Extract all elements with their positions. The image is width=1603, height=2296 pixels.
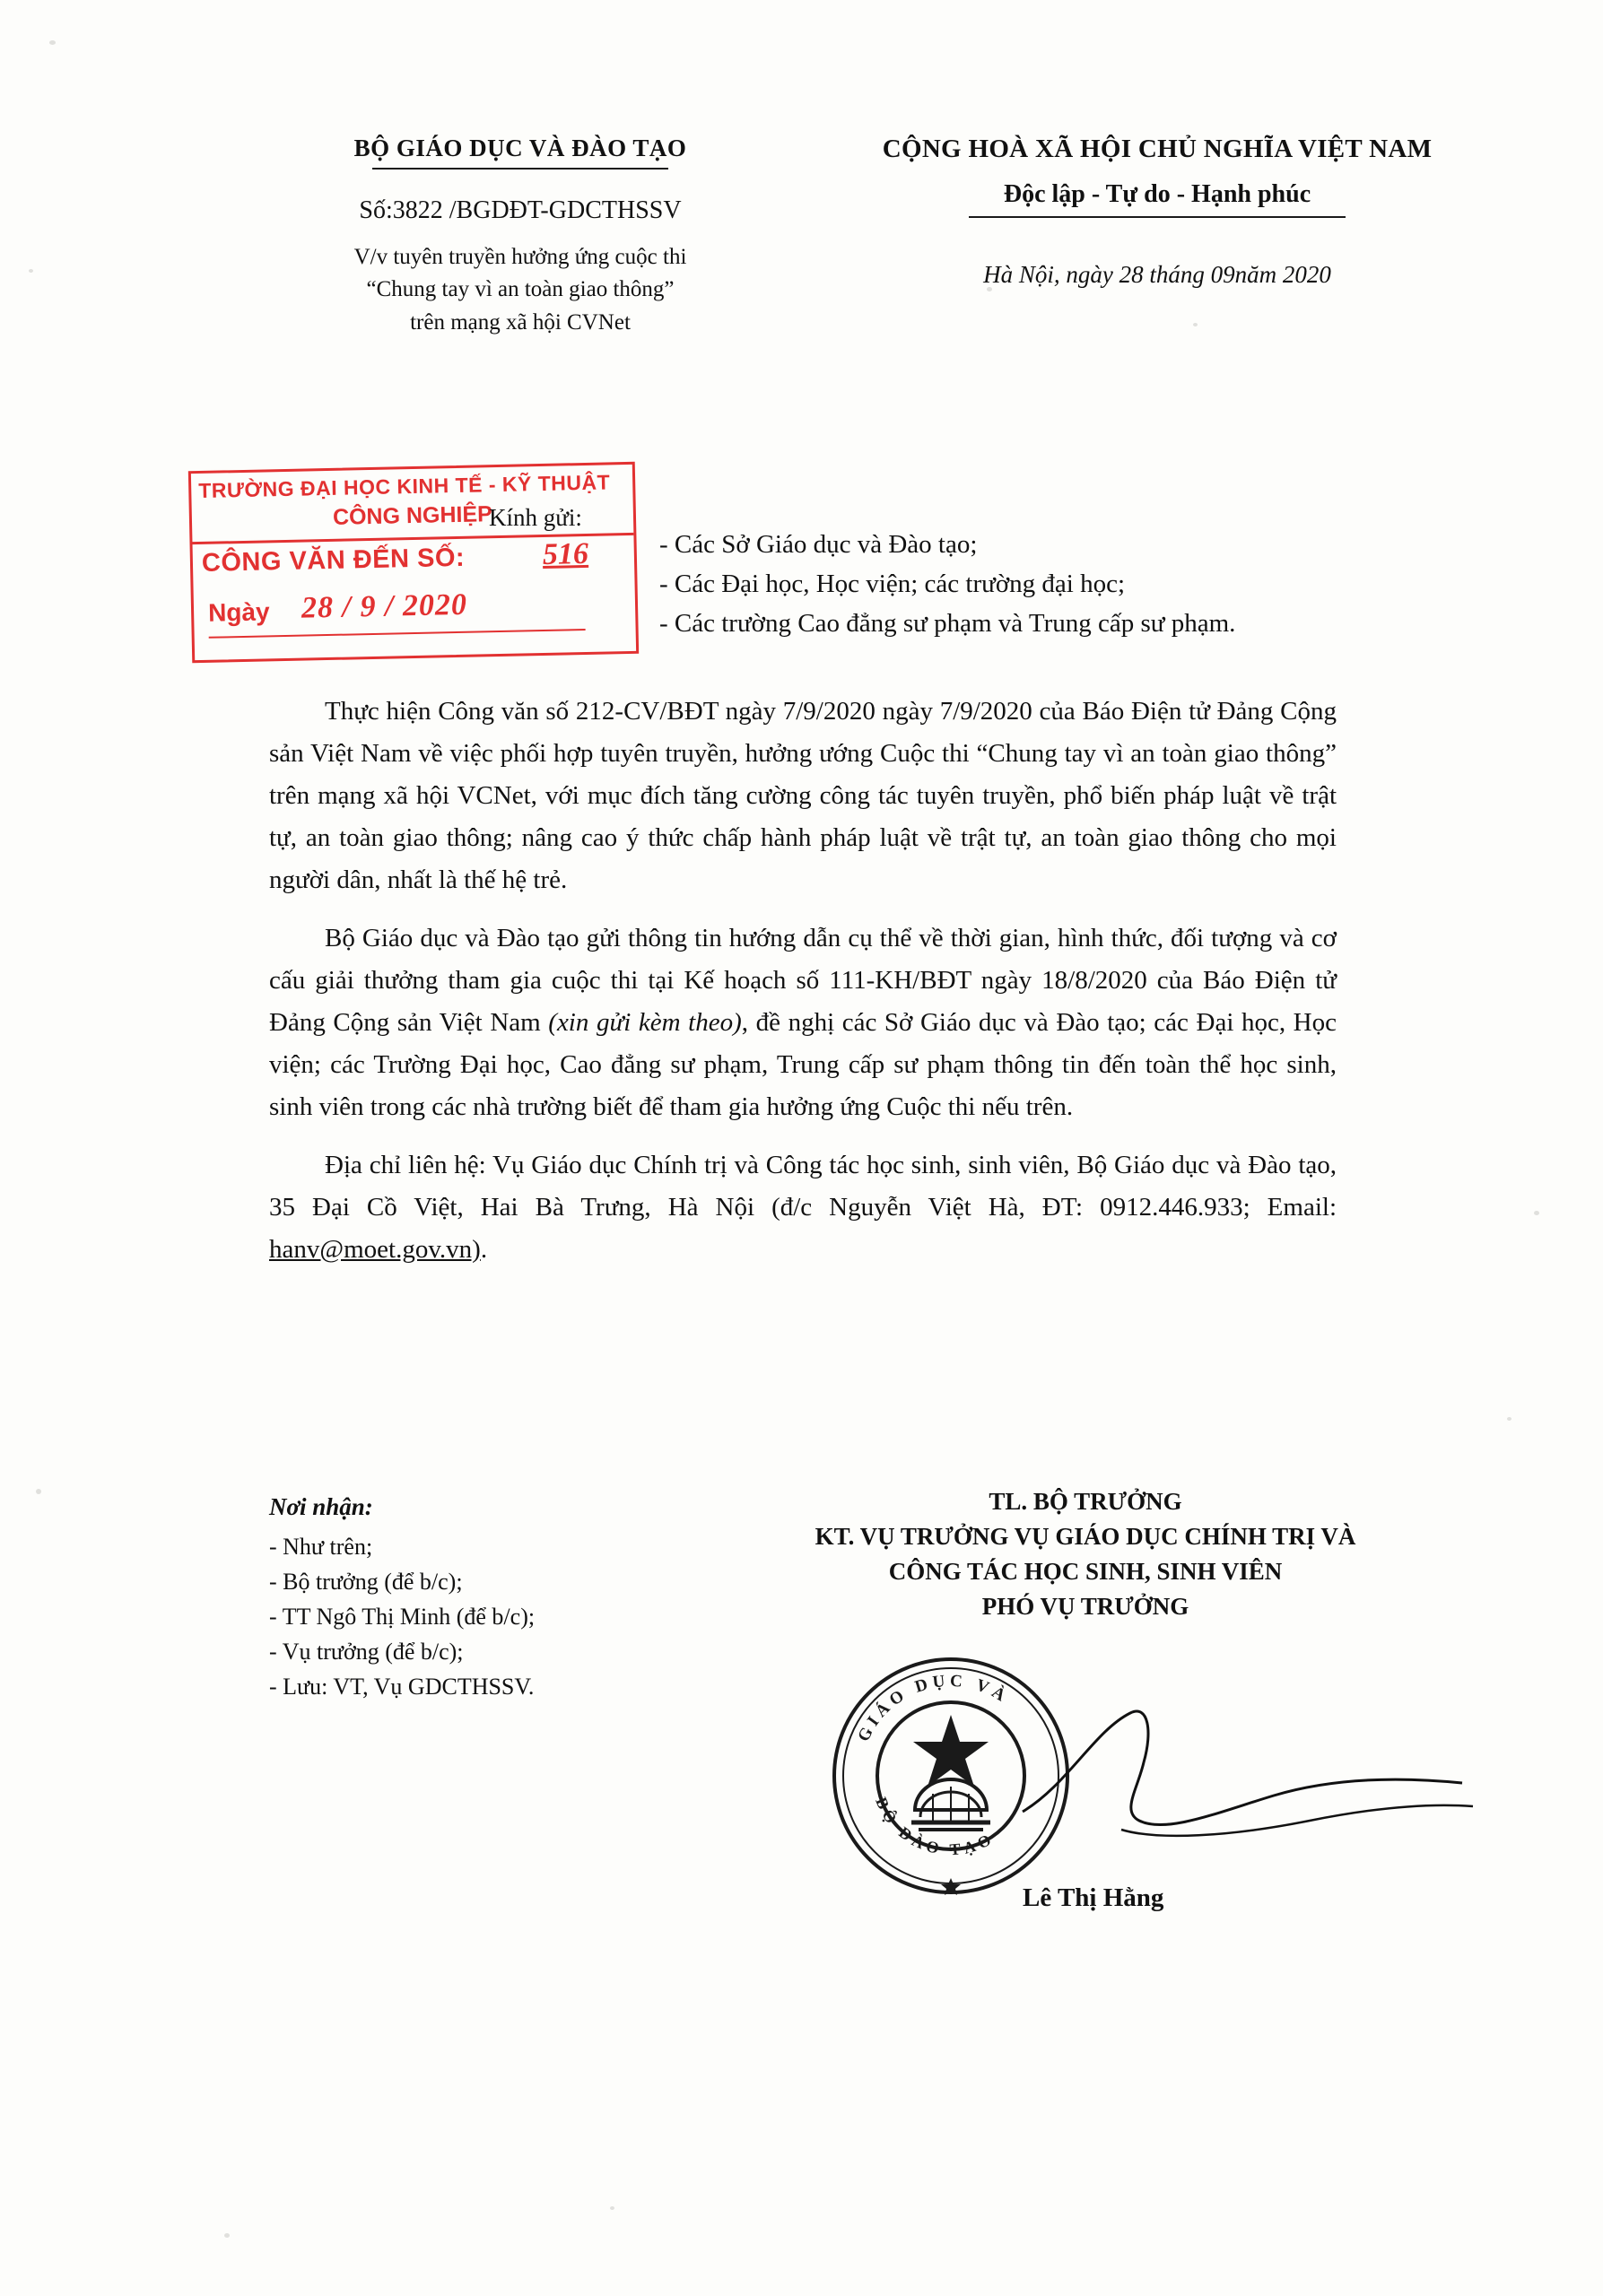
recipients-list <box>659 525 1235 643</box>
signer-name: Lê Thị Hằng <box>1023 1883 1164 1912</box>
body-paragraph-2 <box>269 918 1337 1128</box>
country-name: CỘNG HOÀ XÃ HỘI CHỦ NGHĨA VIỆT NAM <box>882 135 1433 163</box>
subject-line-1: V/v tuyên truyền hưởng ứng cuộc thi <box>353 245 687 269</box>
speckle <box>29 269 33 273</box>
distribution-item: - Như trên; <box>269 1533 373 1560</box>
header-right <box>807 135 1507 289</box>
paragraph-3-part-b: . <box>480 1234 488 1264</box>
svg-text:GIÁO DỤC VÀ: GIÁO DỤC VÀ <box>854 1671 1013 1745</box>
speckle <box>224 2233 230 2238</box>
signature-line-3: CÔNG TÁC HỌC SINH, SINH VIÊN <box>888 1558 1283 1586</box>
paragraph-2-part-b: , đề nghị các Sở Giáo dục và Đào tạo; các Đại học, Học viện; các Trường Đại học, Cao đẳng sư phạm, Trung cấp sư phạm thông tin đến toàn thể học sinh, sinh viên trong các nhà trường biết để tham gia hưởng ứng Cuộc thi nếu trên. <box>269 1007 1337 1121</box>
place-and-date: Hà Nội, ngày 28 tháng 09năm 2020 <box>983 261 1331 288</box>
body-paragraph-1: Thực hiện Công văn số 212-CV/BĐT ngày 7/9/2020 ngày 7/9/2020 của Báo Điện tử Đảng Cộng sản Việt Nam về việc phối hợp tuyên truyền, hưởng ướng Cuộc thi “Chung tay vì an toàn giao thông” trên mạng xã hội VCNet, với mục đích tăng cường công tác tuyên truyền, phổ biến pháp luật về trật tự, an toàn giao thông; nâng cao ý thức chấp hành pháp luật về trật tự, an toàn giao thông cho mọi người dân, nhất là thế hệ trẻ. <box>269 697 1337 894</box>
divider-line <box>969 216 1346 218</box>
body-paragraph-3 <box>269 1144 1337 1271</box>
stamp-date-underline <box>209 629 586 639</box>
speckle <box>49 40 56 45</box>
speckle <box>36 1489 41 1494</box>
recipient-item: - Các Đại học, Học viện; các trường đại học; <box>659 570 1126 599</box>
stamp-number: 516 <box>542 536 589 571</box>
ministry-name: BỘ GIÁO DỤC VÀ ĐÀO TẠO <box>353 135 687 161</box>
contact-email-link[interactable]: hanv@moet.gov.vn) <box>269 1234 481 1264</box>
document-subject <box>269 241 771 339</box>
distribution-title: Nơi nhận: <box>269 1493 373 1520</box>
stamp-org-line-2: CÔNG NGHIỆP <box>332 501 493 530</box>
speckle <box>1193 323 1198 326</box>
signature-title-block <box>771 1484 1399 1625</box>
speckle <box>610 2206 614 2210</box>
distribution-item: - Lưu: VT, Vụ GDCTHSSV. <box>269 1673 535 1700</box>
paragraph-2-italic: (xin gửi kèm theo) <box>548 1007 742 1037</box>
distribution-item: - TT Ngô Thị Minh (để b/c); <box>269 1603 536 1630</box>
stamp-org-line-1: TRƯỜNG ĐẠI HỌC KINH TẾ - KỸ THUẬT <box>197 470 611 503</box>
recipient-item: - Các Sở Giáo dục và Đào tạo; <box>659 530 978 559</box>
stamp-date-value: 28 / 9 / 2020 <box>301 587 468 625</box>
document-body <box>269 691 1337 1287</box>
national-motto: Độc lập - Tự do - Hạnh phúc <box>1003 180 1311 208</box>
signature-line-1: TL. BỘ TRƯỞNG <box>989 1488 1182 1515</box>
divider-line <box>372 168 668 170</box>
signature-line-2: KT. VỤ TRƯỞNG VỤ GIÁO DỤC CHÍNH TRỊ VÀ <box>815 1523 1356 1551</box>
subject-line-2: “Chung tay vì an toàn giao thông” <box>366 277 675 302</box>
paragraph-2-part-a: Bộ Giáo dục và Đào tạo gửi thông tin hướng dẫn cụ thể về thời gian, hình thức, đối tượng và cơ cấu giải thưởng tham gia cuộc thi tại Kế hoạch số 111-KH/BĐT ngày 18/8/2020 của Báo Điện tử Đảng Cộng sản Việt Nam <box>269 923 1337 1037</box>
speckle <box>1534 1211 1539 1215</box>
recipients-label: Kính gửi: <box>489 504 582 531</box>
stamp-date-label: Ngày <box>207 597 270 627</box>
document-number: Số:3822 /BGDĐT-GDCTHSSV <box>359 196 682 224</box>
subject-line-3: trên mạng xã hội CVNet <box>410 309 631 335</box>
speckle <box>1507 1417 1512 1421</box>
paragraph-3-part-a: Địa chỉ liên hệ: Vụ Giáo dục Chính trị và Công tác học sinh, sinh viên, Bộ Giáo dục và Đào tạo, 35 Đại Cồ Việt, Hai Bà Trưng, Hà Nội (đ/c Nguyễn Việt Hà, ĐT: 0912.446.933; Email: <box>269 1150 1337 1222</box>
handwritten-signature <box>1014 1677 1480 1892</box>
incoming-document-stamp <box>188 462 639 663</box>
header-left <box>269 135 771 339</box>
recipient-item: - Các trường Cao đẳng sư phạm và Trung cấp sư phạm. <box>659 609 1236 639</box>
distribution-list <box>269 1489 535 1704</box>
distribution-item: - Vụ trưởng (để b/c); <box>269 1638 464 1665</box>
svg-text:BỘ ĐÀO TẠO: BỘ ĐÀO TẠO <box>872 1794 998 1859</box>
official-seal <box>825 1650 1076 1901</box>
stamp-label: CÔNG VĂN ĐẾN SỐ: <box>201 543 466 578</box>
distribution-item: - Bộ trưởng (để b/c); <box>269 1568 463 1595</box>
signature-line-4: PHÓ VỤ TRƯỞNG <box>981 1593 1189 1621</box>
